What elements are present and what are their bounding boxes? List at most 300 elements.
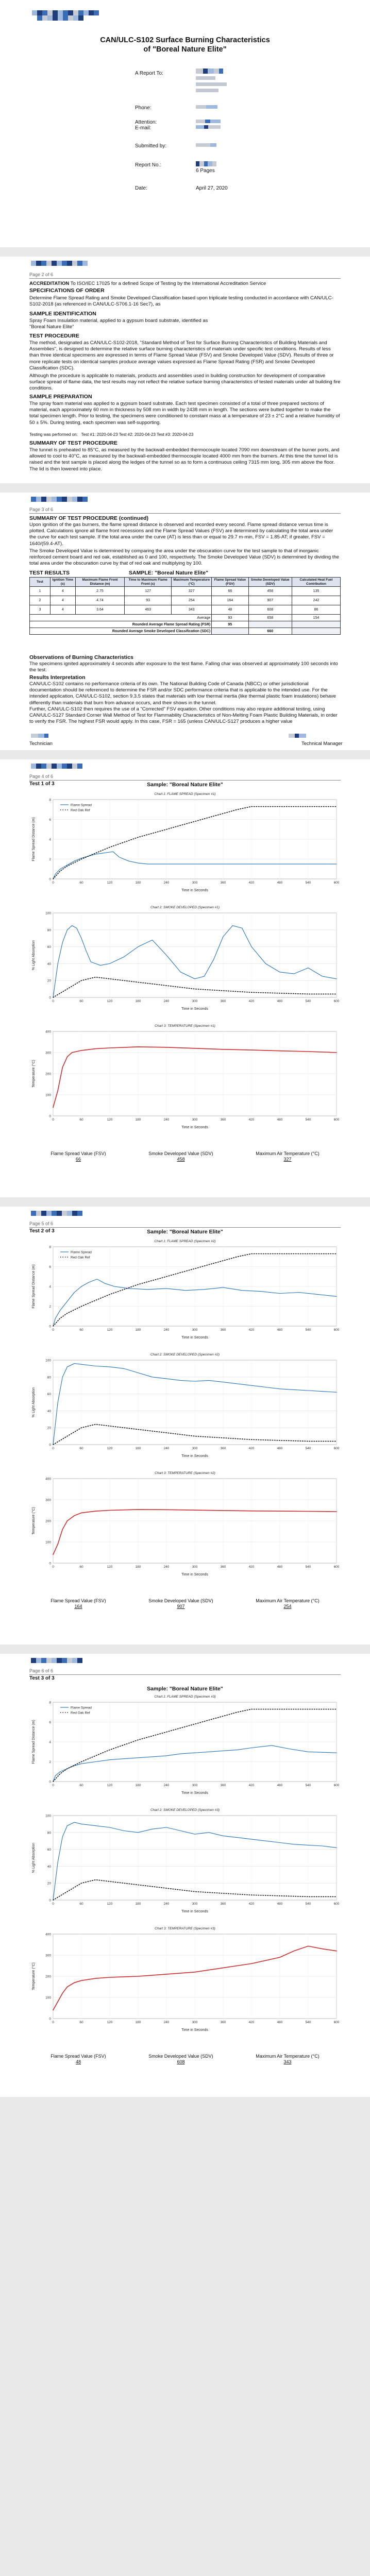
x-tick-label: 240 <box>163 881 170 885</box>
chart-caption: Chart 1: FLAME SPREAD (Specimen #2) <box>154 1240 216 1243</box>
x-tick-label: 60 <box>79 1565 83 1569</box>
x-tick-label: 420 <box>248 1447 255 1450</box>
x-tick-label: 420 <box>248 2021 255 2024</box>
y-tick-label: 0 <box>49 1114 51 1118</box>
logo-pixel-block <box>32 10 99 15</box>
graph-page-test-2 <box>0 1207 370 1645</box>
manager-signature-redacted <box>289 734 306 738</box>
x-tick-label: 600 <box>333 999 340 1003</box>
header-pixel-block <box>31 497 88 502</box>
x-tick-label: 0 <box>52 1447 54 1450</box>
y-tick-label: 80 <box>47 1831 51 1835</box>
technician-label: Technician <box>29 741 53 747</box>
table-row <box>30 605 341 615</box>
x-tick-label: 240 <box>163 1328 170 1332</box>
y-tick-label: 0 <box>49 877 51 882</box>
summary-value: 66 <box>75 1157 81 1162</box>
col-ignition: Ignition Time (s) <box>51 578 76 587</box>
summary-value: 327 <box>283 1157 292 1162</box>
x-tick-label: 540 <box>305 1328 311 1332</box>
phone-label: Phone: <box>135 105 152 111</box>
cell: 3.64 <box>75 605 125 615</box>
x-tick-label: 60 <box>79 999 83 1003</box>
y-tick-label: 200 <box>45 1072 51 1076</box>
y-tick-label: 300 <box>45 1954 51 1958</box>
email-redacted <box>196 125 221 129</box>
y-tick-label: 300 <box>45 1498 51 1502</box>
results-header-row <box>30 578 341 587</box>
cell: 93 <box>125 596 172 605</box>
chart-caption: Chart 2: SMOKE DEVELOPED (Specimen #3) <box>150 1808 220 1812</box>
x-tick-label: 120 <box>107 1784 113 1787</box>
procedure-text-1: The method, designated as CAN/ULC-S102-2018, "Standard Method of Test for Surface Burning Characteristics of Building Materials and Assemblies", is designed to determine the relative surface burning characteristics of materials under specific test conditions. Results of less than three identical specimens are expressed in terms of Flame Spread Value (FSV) and Smoke Developed Value (SDV). Results of three or more replicate tests on identical samples produce average values expressed as Flame Spread Rating (FSR) and Smoke Developed Classification (SDC). <box>29 340 334 371</box>
legend-entry: Flame Spread <box>71 1250 92 1255</box>
procedure-heading: TEST PROCEDURE <box>29 333 79 339</box>
date-label: Date: <box>135 185 147 191</box>
report-title-line2: of "Boreal Nature Elite" <box>143 45 227 54</box>
x-tick-label: 240 <box>163 2021 170 2024</box>
x-tick-label: 360 <box>220 1447 226 1450</box>
col-sdv: Smoke Developed Value (SDV) <box>248 578 292 587</box>
email-label: E-mail: <box>135 125 152 131</box>
smoke-developed-chart <box>29 910 341 1013</box>
x-tick-label: 480 <box>277 1328 283 1332</box>
x-axis-label: Time in Seconds <box>181 1007 208 1011</box>
cell: 4 <box>51 596 76 605</box>
x-tick-label: 240 <box>163 1902 170 1906</box>
cell: 2 <box>30 596 51 605</box>
header-pixel-block <box>31 764 82 769</box>
x-tick-label: 420 <box>248 1118 255 1122</box>
header-rule <box>29 278 341 279</box>
chart-caption: Chart 1: FLAME SPREAD (Specimen #3) <box>154 1695 216 1699</box>
y-axis-label: Temperature (°C) <box>32 1507 36 1535</box>
x-tick-label: 480 <box>277 1447 283 1450</box>
chart-caption: Chart 1: FLAME SPREAD (Specimen #1) <box>154 792 216 796</box>
flame-spread-chart <box>29 1699 341 1797</box>
x-tick-label: 360 <box>220 1902 226 1906</box>
cover-page <box>0 0 370 247</box>
cell: 4.74 <box>75 596 125 605</box>
x-tick-label: 180 <box>135 999 141 1003</box>
x-axis-label: Time in Seconds <box>181 1126 208 1129</box>
summary-label: Maximum Air Temperature (°C) <box>256 2054 319 2059</box>
summary-cont-text-2: The Smoke Developed Value is determined by comparing the area under the obscuration curve for the test sample to that of inorganic reinforced cement board and red oak, established as 0 and 100, respectively. The Smoke Developed Value (SDV) is determined by dividing the total area under the obscuration curve by that of red oak and multiplying by 100. <box>29 548 339 567</box>
y-tick-label: 4 <box>49 1740 51 1744</box>
observations-heading: Observations of Burning Characteristics <box>29 654 133 660</box>
x-tick-label: 480 <box>277 1902 283 1906</box>
header-rule <box>29 1227 341 1228</box>
y-tick-label: 6 <box>49 818 51 822</box>
summary-sdv <box>148 1151 213 1162</box>
x-tick-label: 540 <box>305 881 311 885</box>
col-test: Test <box>30 578 51 587</box>
summary-label: Maximum Air Temperature (°C) <box>256 1598 319 1603</box>
cell: 343 <box>172 605 212 615</box>
summary-cont-heading: SUMMARY OF TEST PROCEDURE (continued) <box>29 515 148 521</box>
x-tick-label: 600 <box>333 1447 340 1450</box>
summary-value: 343 <box>283 2059 292 2064</box>
flame-spread-chart <box>29 1244 341 1342</box>
cell: 66 <box>212 587 248 596</box>
x-axis-label: Time in Seconds <box>181 1336 208 1340</box>
page-label: Page 6 of 6 <box>29 1668 54 1673</box>
y-tick-label: 2 <box>49 1760 51 1764</box>
rounded-fsr-label: Rounded Average Flame Spread Rating (FSR) <box>30 621 212 628</box>
test-label: Test 2 of 3 <box>29 1228 55 1234</box>
accreditation-text: To ISO/IEC 17025 for a defined Scope of Testing by the International Accreditation Service <box>70 281 266 286</box>
x-tick-label: 480 <box>277 881 283 885</box>
x-tick-label: 180 <box>135 1784 141 1787</box>
y-axis-label: Flame Spread Distance (m) <box>32 817 36 861</box>
cell: 3 <box>30 605 51 615</box>
y-tick-label: 60 <box>47 1848 51 1852</box>
y-tick-label: 6 <box>49 1721 51 1724</box>
x-tick-label: 600 <box>333 1784 340 1787</box>
flame-spread-chart <box>29 796 341 894</box>
cell: 458 <box>248 587 292 596</box>
cell: 242 <box>292 596 341 605</box>
y-tick-label: 2 <box>49 1305 51 1309</box>
summary-max-temp <box>256 1598 319 1609</box>
rounded-fsr-row <box>30 621 341 628</box>
y-axis-label: Flame Spread Distance (m) <box>32 1264 36 1309</box>
x-tick-label: 300 <box>192 999 198 1003</box>
test-dates-values: Test #1: 2020-04-23 Test #2: 2020-04-23 Test #3: 2020-04-23 <box>81 432 194 437</box>
smoke-developed-chart <box>29 1357 341 1460</box>
x-tick-label: 600 <box>333 1328 340 1332</box>
chart-caption: Chart 2: SMOKE DEVELOPED (Specimen #2) <box>150 1353 220 1357</box>
x-tick-label: 540 <box>305 1784 311 1787</box>
x-axis-label: Time in Seconds <box>181 889 208 892</box>
x-tick-label: 540 <box>305 2021 311 2024</box>
x-tick-label: 300 <box>192 1328 198 1332</box>
legend-entry: Red Oak Ref <box>71 1711 90 1715</box>
y-tick-label: 2 <box>49 858 51 861</box>
x-tick-label: 600 <box>333 1902 340 1906</box>
cell: 2.75 <box>75 587 125 596</box>
x-tick-label: 180 <box>135 2021 141 2024</box>
chart-caption: Chart 2: SMOKE DEVELOPED (Specimen #1) <box>150 906 220 909</box>
summary-label: Maximum Air Temperature (°C) <box>256 1151 319 1156</box>
cell: 86 <box>292 605 341 615</box>
y-tick-label: 100 <box>45 1996 51 2000</box>
x-tick-label: 120 <box>107 999 113 1003</box>
y-tick-label: 0 <box>49 996 51 1000</box>
page-label: Page 4 of 6 <box>29 774 54 779</box>
x-tick-label: 300 <box>192 1784 198 1787</box>
page-3 <box>0 493 370 750</box>
preparation-text: The spray foam material was applied to a gypsum board substrate. Each test specimen consisted of a total of three prepared sections of material, each approximately 60 mm in thickness by 508 mm in width by 2438 mm in length. The sections were butted together to make the total specimen length. Prior to testing, the specimens were conditioned to constant mass at a temperature of 23 ± 2°C and a relative humidity of 50 ± 5%. During testing, each specimen was self-supporting. <box>29 401 340 426</box>
empty-cell <box>248 621 292 628</box>
report-date: April 27, 2020 <box>196 185 228 191</box>
y-axis-label: % Light Absorption <box>32 1842 36 1873</box>
cell: 608 <box>248 605 292 615</box>
empty-cell <box>292 621 341 628</box>
y-tick-label: 20 <box>47 979 51 983</box>
smoke-developed-chart <box>29 1812 341 1916</box>
x-tick-label: 540 <box>305 1118 311 1122</box>
y-axis-label: Flame Spread Distance (m) <box>32 1720 36 1764</box>
rounded-fsr-value: 95 <box>212 621 248 628</box>
sample-title: Sample: "Boreal Nature Elite" <box>147 1686 223 1692</box>
x-axis-label: Time in Seconds <box>181 1573 208 1577</box>
y-tick-label: 80 <box>47 1376 51 1380</box>
x-tick-label: 0 <box>52 881 54 885</box>
summary-max-temp <box>256 1151 319 1162</box>
legend-entry: Flame Spread <box>71 803 92 807</box>
header-rule <box>29 780 341 781</box>
y-tick-label: 20 <box>47 1426 51 1430</box>
summary-fsv <box>51 2054 106 2065</box>
cell: 463 <box>125 605 172 615</box>
x-tick-label: 420 <box>248 999 255 1003</box>
x-tick-label: 0 <box>52 1784 54 1787</box>
summary-value: 164 <box>74 1604 82 1609</box>
x-tick-label: 360 <box>220 1565 226 1569</box>
x-tick-label: 0 <box>52 1328 54 1332</box>
x-tick-label: 120 <box>107 2021 113 2024</box>
y-tick-label: 8 <box>49 798 51 802</box>
header-pixel-block <box>31 1211 82 1216</box>
x-tick-label: 240 <box>163 1447 170 1450</box>
legend-entry: Red Oak Ref <box>71 1256 90 1260</box>
x-tick-label: 180 <box>135 1447 141 1450</box>
interpretation-text-1: CAN/ULC-S102 contains no performance criteria of its own. The National Building Code of Canada (NBCC) or other jurisdictional documentation should be referenced to determine the FSR and/or SDC performance criteria that is applicable to the intended use. For the intended application, CAN/ULC-S102, section 9.3.5 states that materials with low thermal inertia (like thermal plastic foam insulations) behave differently than materials that burn from advance occurs, and their shows in the tunnel. <box>29 681 337 706</box>
y-tick-label: 60 <box>47 1393 51 1397</box>
col-time-max: Time to Maximum Flame Front (s) <box>125 578 172 587</box>
y-tick-label: 300 <box>45 1051 51 1055</box>
x-tick-label: 0 <box>52 1565 54 1569</box>
x-axis-label: Time in Seconds <box>181 1910 208 1913</box>
x-tick-label: 300 <box>192 1118 198 1122</box>
x-axis-label: Time in Seconds <box>181 1454 208 1458</box>
x-tick-label: 120 <box>107 1902 113 1906</box>
x-tick-label: 360 <box>220 1328 226 1332</box>
average-fsv: 93 <box>212 615 248 621</box>
submitted-by-label: Submitted by: <box>135 143 167 149</box>
y-tick-label: 0 <box>49 2017 51 2021</box>
summary-text: The tunnel is preheated to 85°C, as measured by the backwall-embedded thermocouple located 7090 mm downstream of the burner ports, and allowed to cool to 40°C, as measured by the backwall-embedded thermocouple located 4000 mm from the burners. At this time the tunnel lid is raised and the test sample is placed along the ledges of the tunnel so as to form a continuous ceiling 7315 mm long, 305 mm above the floor. The lid is then lowered into place. <box>29 447 340 472</box>
x-tick-label: 600 <box>333 1565 340 1569</box>
x-tick-label: 420 <box>248 1784 255 1787</box>
results-heading: TEST RESULTS <box>29 570 70 576</box>
x-tick-label: 360 <box>220 881 226 885</box>
summary-label: Smoke Developed Value (SDV) <box>148 2054 213 2059</box>
sample-title: Sample: "Boreal Nature Elite" <box>147 782 223 788</box>
summary-label: Flame Spread Value (FSV) <box>51 1598 106 1603</box>
summary-fsv <box>51 1151 106 1162</box>
accreditation-heading: ACCREDITATION <box>29 281 70 286</box>
test-dates <box>29 432 341 438</box>
y-tick-label: 40 <box>47 1409 51 1413</box>
y-tick-label: 400 <box>45 1477 51 1481</box>
x-tick-label: 480 <box>277 999 283 1003</box>
x-tick-label: 600 <box>333 1118 340 1122</box>
y-tick-label: 100 <box>45 1359 51 1363</box>
col-fsv: Flame Spread Value (FSV) <box>212 578 248 587</box>
summary-label: Flame Spread Value (FSV) <box>51 2054 106 2059</box>
accreditation-paragraph <box>29 281 341 287</box>
x-tick-label: 540 <box>305 1902 311 1906</box>
x-tick-label: 540 <box>305 999 311 1003</box>
legend-entry: Red Oak Ref <box>71 808 90 812</box>
cell: 135 <box>292 587 341 596</box>
y-tick-label: 8 <box>49 1701 51 1705</box>
x-tick-label: 120 <box>107 881 113 885</box>
y-tick-label: 40 <box>47 1865 51 1869</box>
temperature-chart <box>29 1028 341 1131</box>
x-tick-label: 180 <box>135 1565 141 1569</box>
x-tick-label: 120 <box>107 1118 113 1122</box>
summary-cont-text-1: Upon ignition of the gas burners, the flame spread distance is observed and recorded every second. Flame spread distance versus time is plotted. Calculations ignore all flame front recessions and the Flame Spread Values (FSV) are determined by calculating the total area under the curve for each test sample. If the total area under the curve (AT) is less than or equal to 29.7 m·min, FSV = 1.85·AT; if greater, FSV = 1640/(59.4-AT). <box>29 522 333 547</box>
x-tick-label: 240 <box>163 1118 170 1122</box>
x-tick-label: 420 <box>248 1565 255 1569</box>
cell: 127 <box>125 587 172 596</box>
x-tick-label: 120 <box>107 1447 113 1450</box>
report-title-line1: CAN/ULC-S102 Surface Burning Characteristics <box>100 36 270 44</box>
x-tick-label: 300 <box>192 1447 198 1450</box>
graph-page-test-3 <box>0 1654 370 2097</box>
summary-sdv <box>148 1598 213 1609</box>
report-no-label: Report No.: <box>135 162 162 168</box>
y-tick-label: 60 <box>47 945 51 950</box>
cell: 48 <box>212 605 248 615</box>
average-heat: 154 <box>292 615 341 621</box>
x-axis-label: Time in Seconds <box>181 1791 208 1795</box>
report-pages: 6 Pages <box>196 168 215 174</box>
test-label: Test 3 of 3 <box>29 1675 55 1681</box>
x-tick-label: 300 <box>192 1565 198 1569</box>
temperature-chart <box>29 1931 341 2034</box>
x-tick-label: 0 <box>52 999 54 1003</box>
interpretation-text-2: Further, CAN/ULC-S102 then requires the use of a "Corrected" FSV equation. Other conditions may also require additional testing, using CAN/ULC-S127 Standard Corner Wall Method of Test for Flammability Characteristics of Non-Melting Foam Plastic Building Materials, in order to verify the FSR. The highest FSR would apply. In this case, FSR = 165 (unless CAN/ULC-S127 produces a higher value <box>29 706 338 725</box>
attention-label: Attention: <box>135 120 157 125</box>
x-tick-label: 60 <box>79 1118 83 1122</box>
procedure-text-2: Although the procedure is applicable to materials, products and assemblies used in building construction for development of comparative surface spread of flame data, the test results may not reflect the relative surface burning characteristics of tested materials under all building fire conditions. <box>29 373 341 392</box>
x-tick-label: 600 <box>333 2021 340 2024</box>
x-tick-label: 0 <box>52 1902 54 1906</box>
report-no-redacted <box>196 161 216 166</box>
x-tick-label: 180 <box>135 1118 141 1122</box>
empty-cell <box>292 628 341 635</box>
x-tick-label: 60 <box>79 1784 83 1787</box>
y-tick-label: 0 <box>49 1780 51 1784</box>
x-tick-label: 540 <box>305 1447 311 1450</box>
x-tick-label: 420 <box>248 1902 255 1906</box>
summary-value: 907 <box>177 1604 185 1609</box>
report-to-label: A Report To: <box>135 71 163 76</box>
y-tick-label: 0 <box>49 1899 51 1903</box>
y-axis-label: Temperature (°C) <box>32 1962 36 1990</box>
cell: 254 <box>172 596 212 605</box>
graph-page-test-1 <box>0 759 370 1197</box>
y-tick-label: 40 <box>47 962 51 966</box>
x-tick-label: 480 <box>277 2021 283 2024</box>
rounded-sdc-value: 660 <box>248 628 292 635</box>
test-summary <box>29 2054 341 2065</box>
results-sample: SAMPLE: "Boreal Nature Elite" <box>129 570 209 576</box>
y-tick-label: 100 <box>45 1093 51 1097</box>
average-label: Average <box>30 615 212 621</box>
legend-entry: Flame Spread <box>71 1706 92 1710</box>
test-label: Test 1 of 3 <box>29 781 55 787</box>
table-row <box>30 596 341 605</box>
x-tick-label: 360 <box>220 999 226 1003</box>
x-tick-label: 480 <box>277 1118 283 1122</box>
x-tick-label: 180 <box>135 881 141 885</box>
summary-label: Flame Spread Value (FSV) <box>51 1151 106 1156</box>
interpretation-heading: Results Interpretation <box>29 674 86 681</box>
sample-heading: SAMPLE IDENTIFICATION <box>29 311 96 317</box>
x-tick-label: 180 <box>135 1902 141 1906</box>
cell: 1 <box>30 587 51 596</box>
spec-heading: SPECIFICATIONS OF ORDER <box>29 287 105 294</box>
average-sdv: 658 <box>248 615 292 621</box>
chart-caption: Chart 3: TEMPERATURE (Specimen #1) <box>155 1024 215 1028</box>
summary-fsv <box>51 1598 106 1609</box>
average-row <box>30 615 341 621</box>
cell: 164 <box>212 596 248 605</box>
empty-cell <box>212 628 248 635</box>
x-tick-label: 0 <box>52 2021 54 2024</box>
observations-text: The specimens ignited approximately 4 seconds after exposure to the test flame. Falling char was observed at approximately 100 seconds into the test. <box>29 661 338 673</box>
rounded-sdc-row <box>30 628 341 635</box>
summary-value: 608 <box>177 2059 185 2064</box>
page-label: Page 5 of 6 <box>29 1221 54 1226</box>
x-tick-label: 60 <box>79 881 83 885</box>
summary-value: 458 <box>177 1157 185 1162</box>
summary-value: 254 <box>283 1604 292 1609</box>
y-axis-label: Temperature (°C) <box>32 1060 36 1088</box>
test-dates-label: Testing was performed on: <box>29 432 78 437</box>
x-tick-label: 300 <box>192 881 198 885</box>
chart-caption: Chart 3: TEMPERATURE (Specimen #2) <box>155 1471 215 1475</box>
x-tick-label: 360 <box>220 1118 226 1122</box>
x-tick-label: 300 <box>192 1902 198 1906</box>
page-label: Page 3 of 6 <box>29 507 54 512</box>
y-tick-label: 4 <box>49 838 51 842</box>
report-to-address-redacted <box>196 76 215 80</box>
summary-label: Smoke Developed Value (SDV) <box>148 1598 213 1603</box>
y-tick-label: 100 <box>45 1540 51 1545</box>
temperature-chart <box>29 1476 341 1579</box>
col-heat: Calculated Heat Fuel Contribution <box>292 578 341 587</box>
col-max-distance: Maximum Flame Front Distance (m) <box>75 578 125 587</box>
header-pixel-block <box>31 1658 82 1663</box>
table-row <box>30 587 341 596</box>
y-tick-label: 200 <box>45 1975 51 1979</box>
y-axis-label: % Light Absorption <box>32 940 36 971</box>
summary-label: Smoke Developed Value (SDV) <box>148 1151 213 1156</box>
report-to-redacted <box>196 69 223 74</box>
x-tick-label: 540 <box>305 1565 311 1569</box>
summary-heading: SUMMARY OF TEST PROCEDURE <box>29 440 117 446</box>
results-table <box>29 577 341 635</box>
x-tick-label: 240 <box>163 1565 170 1569</box>
header-pixel-block <box>31 261 88 266</box>
y-tick-label: 0 <box>49 1443 51 1447</box>
x-tick-label: 420 <box>248 881 255 885</box>
y-tick-label: 400 <box>45 1933 51 1937</box>
header-rule <box>29 513 341 514</box>
x-tick-label: 240 <box>163 999 170 1003</box>
y-tick-label: 0 <box>49 1325 51 1329</box>
submitted-by-redacted <box>196 143 216 147</box>
sample-name: "Boreal Nature Elite" <box>29 324 74 330</box>
page-2 <box>0 257 370 483</box>
x-tick-label: 60 <box>79 2021 83 2024</box>
